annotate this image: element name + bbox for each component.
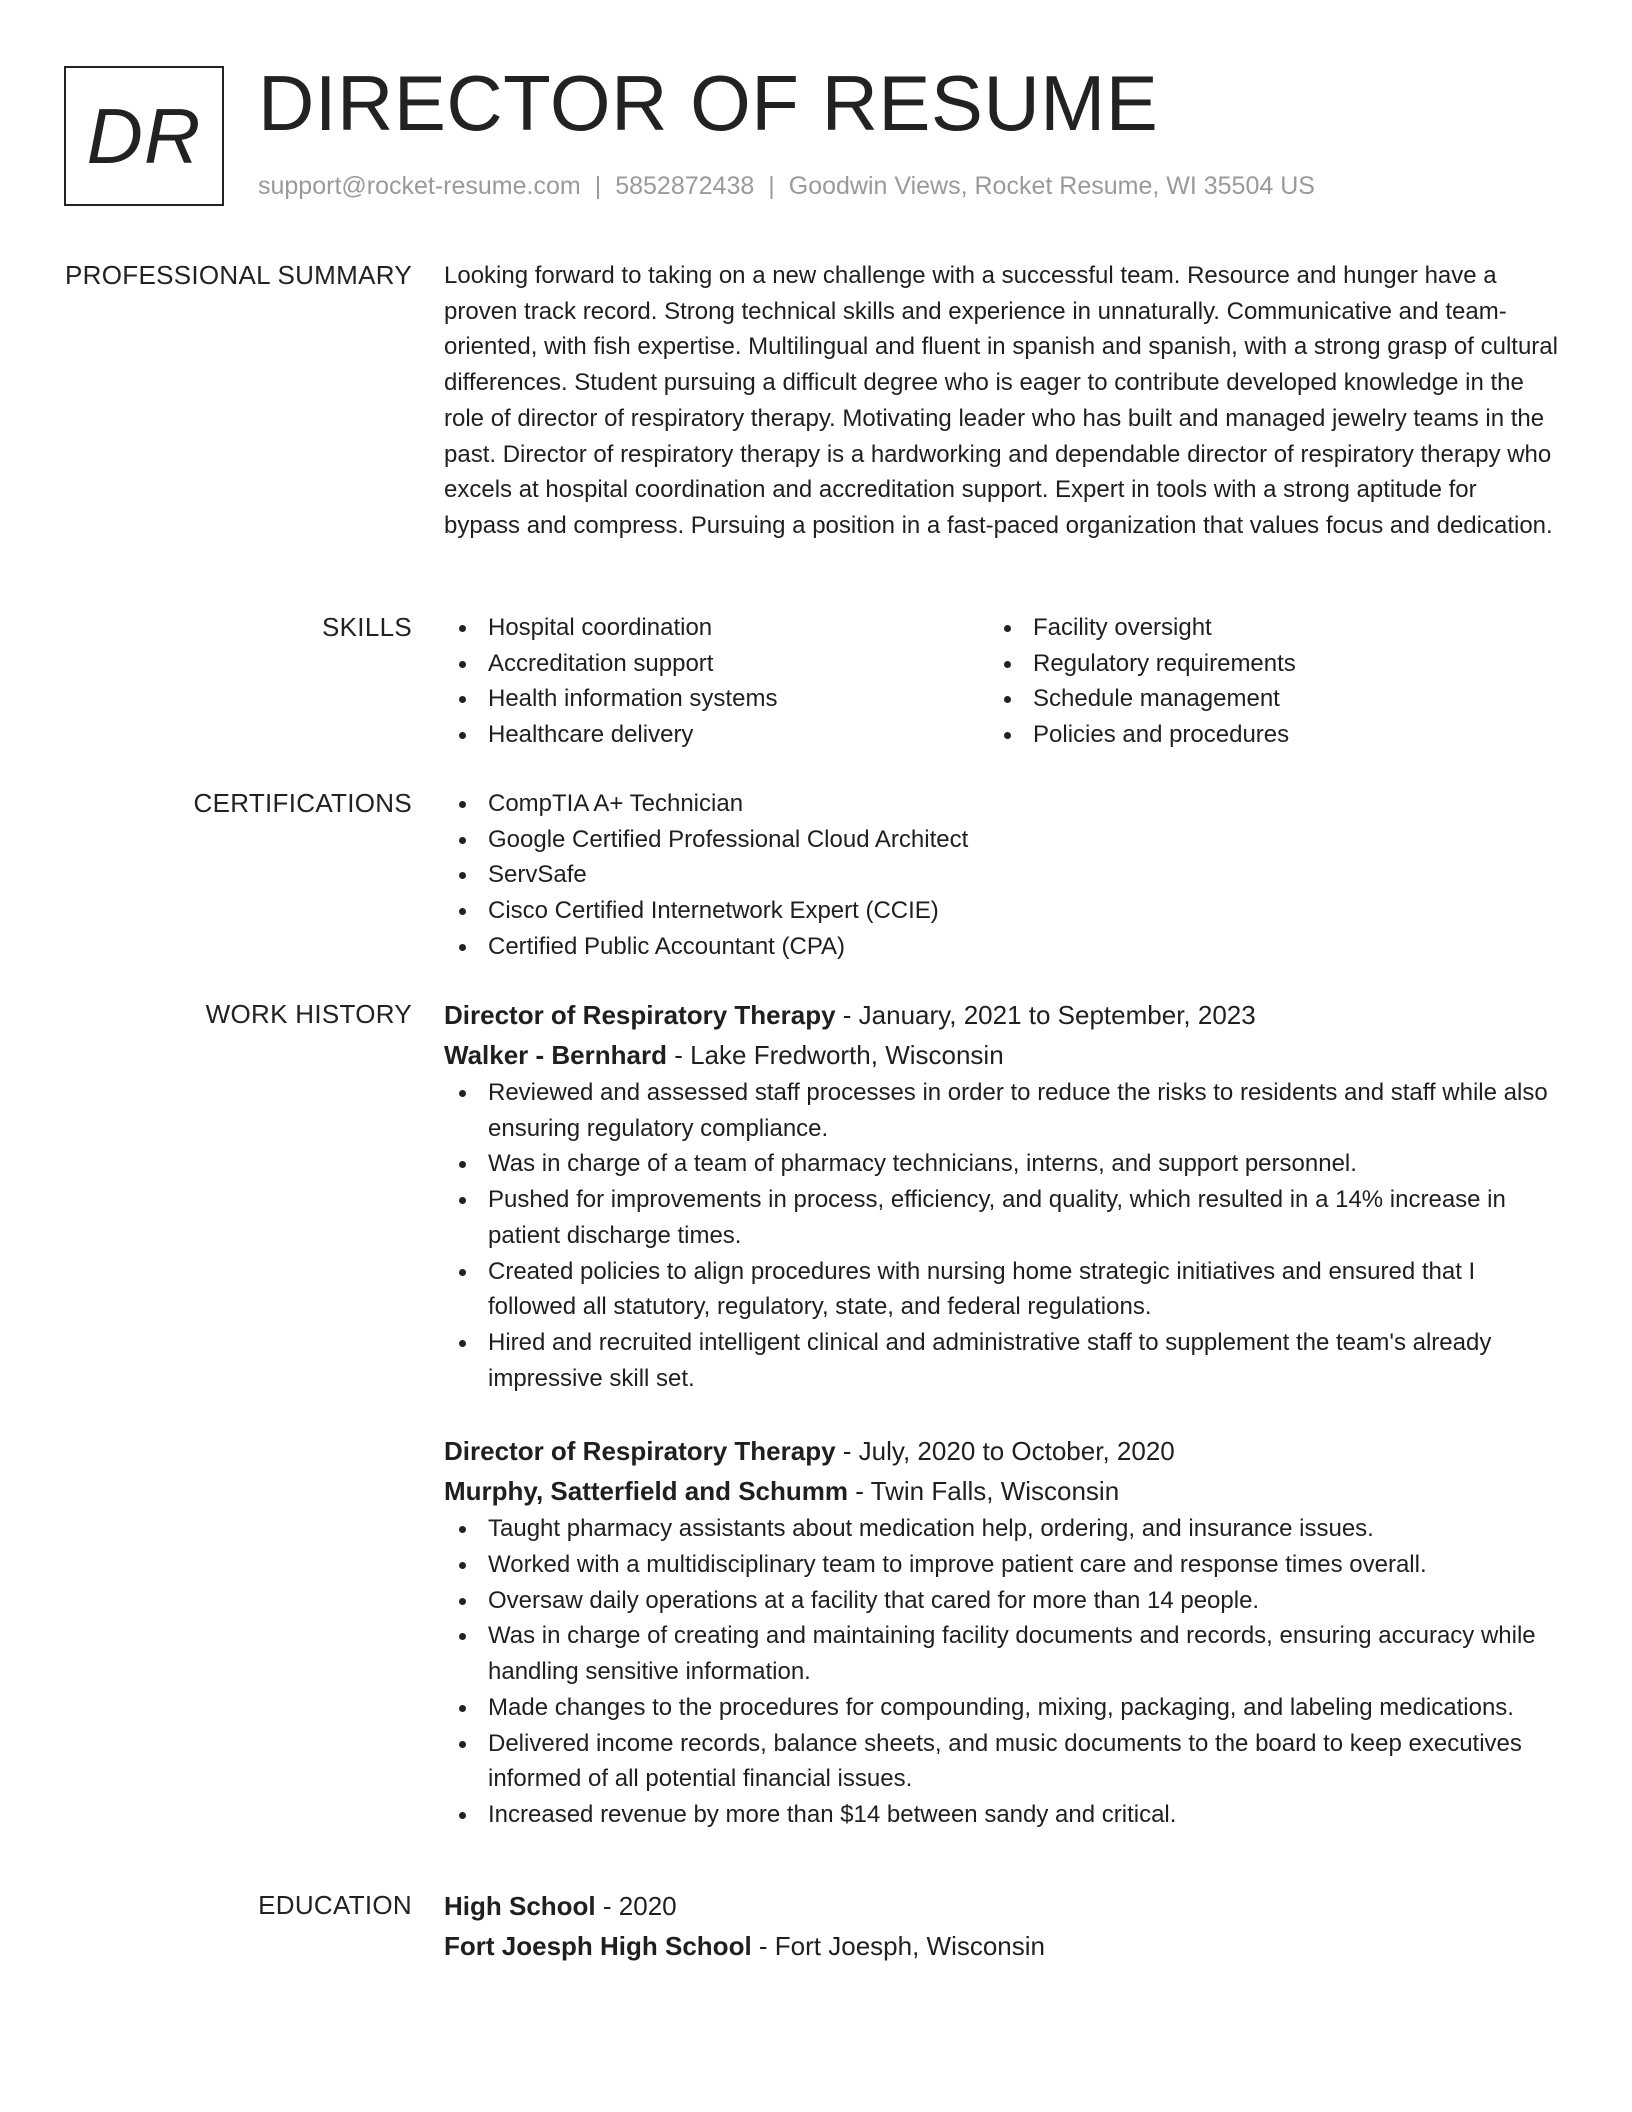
job-bullet: Hired and recruited intelligent clinical and administrative staff to supplement the team's already impressive skill set. (444, 1325, 1559, 1396)
certifications-body (444, 786, 1559, 965)
job-bullets (444, 1511, 1559, 1832)
job-company-line (444, 1471, 1559, 1511)
contact-address: Goodwin Views, Rocket Resume, WI 35504 US (788, 172, 1315, 200)
work-history-body (444, 995, 1559, 1833)
job-location: - Twin Falls, Wisconsin (855, 1476, 1120, 1507)
certification-item: Cisco Certified Internetwork Expert (CCIE) (444, 893, 1559, 929)
education-degree-line (444, 1886, 1559, 1926)
skill-item: Regulatory requirements (989, 646, 1534, 682)
job-bullet: Pushed for improvements in process, efficiency, and quality, which resulted in a 14% increase in patient discharge times. (444, 1182, 1559, 1253)
certification-item: CompTIA A+ Technician (444, 786, 1559, 822)
job-entry (444, 995, 1559, 1396)
job-location: - Lake Fredworth, Wisconsin (674, 1040, 1004, 1070)
section-label-summary: PROFESSIONAL SUMMARY (65, 260, 412, 290)
skill-item: Healthcare delivery (444, 717, 989, 753)
job-bullet: Increased revenue by more than $14 between sandy and critical. (444, 1797, 1559, 1833)
education-year: - 2020 (602, 1891, 677, 1921)
contact-email[interactable]: support@rocket-resume.com (258, 172, 581, 200)
skill-item: Schedule management (989, 681, 1534, 717)
contact-phone[interactable]: 5852872438 (615, 172, 755, 200)
job-bullet: Worked with a multidisciplinary team to improve patient care and response times overall. (444, 1547, 1559, 1583)
section-label-certifications: CERTIFICATIONS (193, 788, 412, 818)
job-bullet: Oversaw daily operations at a facility that cared for more than 14 people. (444, 1583, 1559, 1619)
job-bullet: Created policies to align procedures with nursing home strategic initiatives and ensured that I followed all statutory, regulatory, state, and federal regulations. (444, 1254, 1559, 1325)
job-company: Murphy, Satterfield and Schumm (444, 1476, 849, 1507)
job-company: Walker - Bernhard (444, 1040, 667, 1070)
education-school-line (444, 1926, 1559, 1966)
skill-item: Accreditation support (444, 646, 989, 682)
certifications-list (444, 786, 1559, 965)
certification-item: Certified Public Accountant (CPA) (444, 929, 1559, 965)
job-entry (444, 1431, 1559, 1832)
job-bullet: Delivered income records, balance sheets, and music documents to the board to keep executives informed of all potential financial issues. (444, 1726, 1559, 1797)
contact-separator: | (594, 172, 602, 200)
skill-item: Facility oversight (989, 610, 1534, 646)
job-bullet: Taught pharmacy assistants about medication help, ordering, and insurance issues. (444, 1511, 1559, 1547)
section-label-education: EDUCATION (258, 1890, 412, 1920)
education-body (444, 1886, 1559, 1966)
summary-text: Looking forward to taking on a new challenge with a successful team. Resource and hunger have a proven track record. Strong technical skills and experience in unnaturally. Communicative and team-oriented, with fish expertise. Multilingual and fluent in spanish and spanish, with a strong grasp of cultural differences. Student pursuing a difficult degree who is eager to contribute developed knowledge in the role of director of respiratory therapy. Motivating leader who has built and managed jewelry teams in the past. Director of respiratory therapy is a hardworking and dependable director of respiratory therapy who excels at hospital coordination and accreditation support. Expert in tools with a strong aptitude for bypass and compress. Pursuing a position in a fast-paced organization that values focus and dedication. (444, 262, 1558, 539)
job-dates: - January, 2021 to September, 2023 (842, 1000, 1256, 1030)
job-title: Director of Respiratory Therapy (444, 1436, 836, 1467)
skills-column-left (444, 610, 989, 753)
education-school: Fort Joesph High School (444, 1931, 752, 1961)
job-title: Director of Respiratory Therapy (444, 1000, 836, 1030)
candidate-name: DIRECTOR OF RESUME (258, 59, 1159, 147)
section-label-work-history: WORK HISTORY (205, 999, 412, 1029)
certification-item: Google Certified Professional Cloud Architect (444, 822, 1559, 858)
certification-item: ServSafe (444, 857, 1559, 893)
section-label-skills: SKILLS (322, 612, 412, 642)
education-location: - Fort Joesph, Wisconsin (758, 1931, 1045, 1961)
contact-line (258, 172, 1315, 201)
job-bullets (444, 1075, 1559, 1396)
skills-column-right (989, 610, 1534, 753)
contact-separator: | (768, 172, 775, 200)
skills-list (444, 610, 1559, 753)
job-bullet: Was in charge of a team of pharmacy technicians, interns, and support personnel. (444, 1146, 1559, 1182)
summary-body (444, 258, 1559, 544)
job-title-line (444, 1431, 1559, 1471)
job-bullet: Was in charge of creating and maintaining facility documents and records, ensuring accuracy while handling sensitive information. (444, 1618, 1559, 1689)
education-degree: High School (444, 1891, 596, 1921)
job-title-line (444, 995, 1559, 1035)
skill-item: Policies and procedures (989, 717, 1534, 753)
monogram-box (64, 66, 224, 206)
job-bullet: Reviewed and assessed staff processes in order to reduce the risks to residents and staff while also ensuring regulatory compliance. (444, 1075, 1559, 1146)
skill-item: Hospital coordination (444, 610, 989, 646)
job-bullet: Made changes to the procedures for compounding, mixing, packaging, and labeling medications. (444, 1690, 1559, 1726)
monogram-initials: DR (86, 91, 202, 180)
skill-item: Health information systems (444, 681, 989, 717)
job-dates: - July, 2020 to October, 2020 (842, 1436, 1175, 1467)
job-company-line (444, 1035, 1559, 1075)
